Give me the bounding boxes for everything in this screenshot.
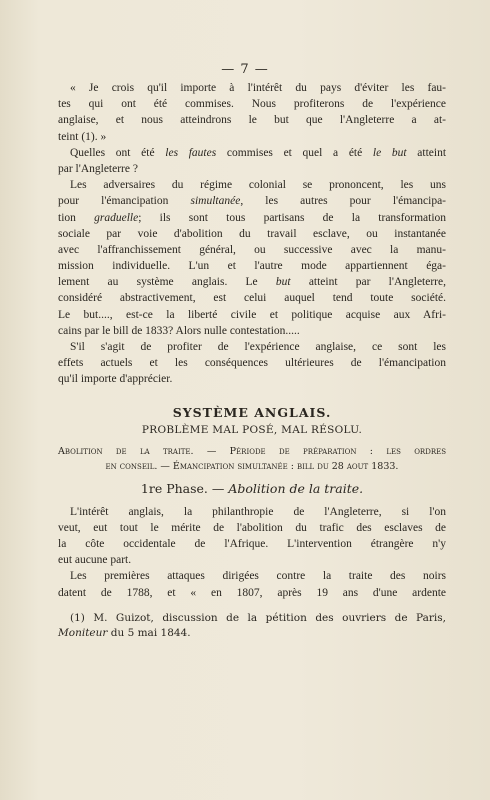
spacer [58,601,446,611]
text-line: lement au système anglais. Le but atteint par l'Angleterre, [58,276,446,289]
paragraph-experience [58,339,446,388]
text-line: « Je crois qu'il importe à l'intérêt du pays d'éviter les fau- [70,82,446,94]
section-title: SYSTÈME ANGLAIS. [172,404,332,420]
text-line: Les premières attaques dirigées contre la traite des noirs [70,570,446,583]
text-line: eut aucune part. [58,554,132,567]
text-line: effets actuels et les conséquences ultérieures de l'émancipation [58,357,446,370]
text-line: considéré abstractivement, est celui auquel tend toute société. [58,292,446,305]
text-line: cains par le bill de 1833? Alors nulle contestation..... [58,324,300,337]
text-line: mission individuelle. L'un et l'autre mode appartiennent éga- [58,260,446,273]
summary-line: en conseil. — Émancipation simultanée : bill du 28 aout 1833. [105,460,399,472]
section-subtitle: PROBLÈME MAL POSÉ, MAL RÉSOLU. [141,423,363,436]
text-line: datent de 1788, et « en 1807, après 19 ans d'une ardente [58,586,446,599]
paragraph-premieres-attaques [58,568,446,600]
footnote-line: Moniteur du 5 mai 1844. [58,626,191,639]
paragraph-interet-anglais [58,504,446,569]
paragraph-quote [58,80,446,145]
text-line: veut, eut tout le mérite de l'abolition du trafic des esclaves de [58,521,446,534]
page-body [58,80,446,641]
text-line: Quelles ont été les fautes commises et quel a été le but atteint [70,146,447,159]
text-line: anglaise, et nous atteindrons le but que l'Angleterre a at- [58,114,446,127]
summary-line: Abolition de la traite. — Période de préparation : les ordres [58,445,446,457]
paragraph-adversaires [58,177,446,339]
text-line: Les adversaires du régime colonial se prononcent, les uns [70,179,446,192]
spacer [58,388,446,404]
footnote [58,611,446,641]
text-line: L'intérêt anglais, la philanthropie de l'Angleterre, si l'on [70,505,446,518]
text-line: Le but...., est-ce la liberté civile et politique acquise aux Afri- [58,308,446,321]
text-line: tes qui ont été commises. Nous profiterons de l'expérience [58,98,446,111]
text-line: teint (1). » [58,130,107,143]
phase-heading: 1re Phase. — Abolition de la traite. [140,480,364,496]
text-line: par l'Angleterre ? [58,162,138,175]
footnote-line: (1) M. Guizot, discussion de la pétition des ouvriers de Paris, [70,611,446,624]
text-line: la côte occidentale de l'Afrique. L'intervention étrangère n'y [58,537,446,550]
text-line: sociale par voie d'abolition du travail esclave, ou instantanée [58,227,446,240]
page-number: — 7 — [221,62,269,77]
paragraph-question [58,145,446,177]
text-line: tion graduelle; ils sont tous partisans de la transformation [58,211,447,224]
text-line: qu'il importe d'apprécier. [58,373,173,386]
text-line: avec l'affranchissement général, ou successive avec la manu- [58,243,446,256]
text-line: pour l'émancipation simultanée, les autres pour l'émancipa- [58,195,447,208]
text-line: S'il s'agit de profiter de l'expérience anglaise, ce sont les [70,341,446,353]
